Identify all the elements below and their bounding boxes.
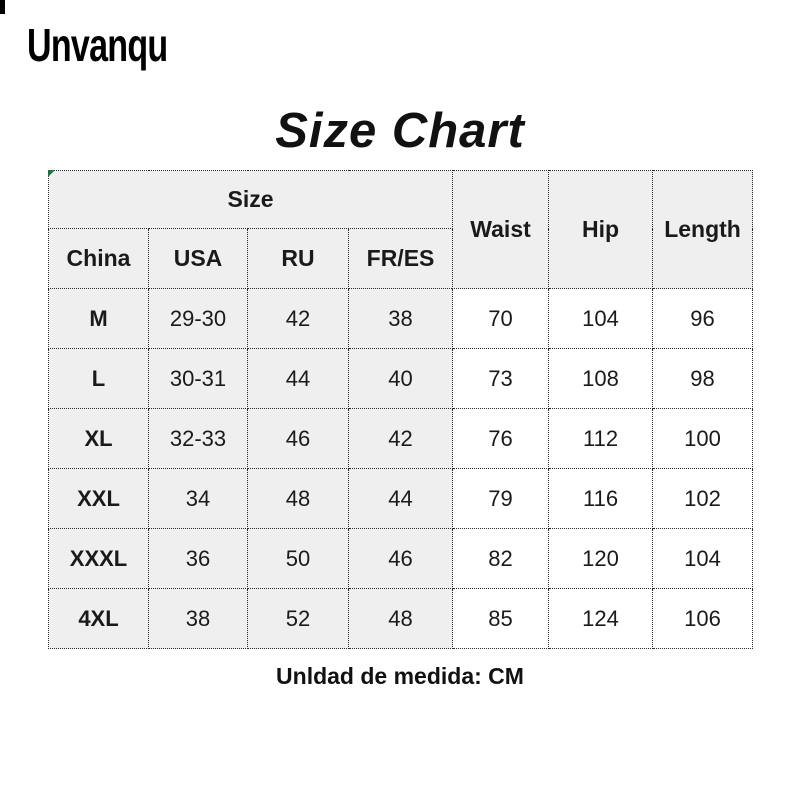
table-row-xxxl (49, 529, 753, 589)
cell-usa: 38 (149, 589, 248, 649)
column-header-hip: Hip (549, 171, 653, 289)
cell-usa: 32-33 (149, 409, 248, 469)
cell-ru: 50 (248, 529, 349, 589)
cell-length: 102 (653, 469, 753, 529)
column-header-ru: RU (248, 229, 349, 289)
cell-size-label: M (49, 289, 149, 349)
column-header-china: China (49, 229, 149, 289)
table-row-4xl (49, 589, 753, 649)
cell-waist: 79 (453, 469, 549, 529)
table-row-l (49, 349, 753, 409)
corner-artifact (0, 0, 5, 14)
cell-ru: 44 (248, 349, 349, 409)
cell-usa: 29-30 (149, 289, 248, 349)
table-row-xl (49, 409, 753, 469)
cell-fres: 38 (349, 289, 453, 349)
cell-ru: 48 (248, 469, 349, 529)
cell-waist: 85 (453, 589, 549, 649)
cell-ru: 46 (248, 409, 349, 469)
cell-waist: 70 (453, 289, 549, 349)
cell-waist: 73 (453, 349, 549, 409)
table-row-m (49, 289, 753, 349)
cell-size-label: 4XL (49, 589, 149, 649)
cell-fres: 44 (349, 469, 453, 529)
cell-fres: 42 (349, 409, 453, 469)
cell-size-label: XXL (49, 469, 149, 529)
cell-ru: 52 (248, 589, 349, 649)
cell-length: 100 (653, 409, 753, 469)
size-chart-table-wrap (48, 170, 752, 649)
spreadsheet-corner-marker-icon (48, 170, 55, 177)
column-header-length: Length (653, 171, 753, 289)
cell-ru: 42 (248, 289, 349, 349)
cell-fres: 48 (349, 589, 453, 649)
cell-length: 106 (653, 589, 753, 649)
cell-usa: 30-31 (149, 349, 248, 409)
cell-hip: 116 (549, 469, 653, 529)
cell-size-label: XXXL (49, 529, 149, 589)
cell-hip: 124 (549, 589, 653, 649)
cell-hip: 112 (549, 409, 653, 469)
column-header-usa: USA (149, 229, 248, 289)
size-group-header: Size (49, 171, 453, 229)
column-header-fres: FR/ES (349, 229, 453, 289)
cell-length: 104 (653, 529, 753, 589)
brand-logo: Unvanqu (27, 19, 168, 71)
column-header-waist: Waist (453, 171, 549, 289)
cell-fres: 46 (349, 529, 453, 589)
page-title: Size Chart (275, 104, 525, 158)
table-row-xxl (49, 469, 753, 529)
cell-hip: 104 (549, 289, 653, 349)
cell-size-label: XL (49, 409, 149, 469)
cell-usa: 34 (149, 469, 248, 529)
size-chart-table (48, 170, 753, 649)
cell-hip: 120 (549, 529, 653, 589)
cell-waist: 76 (453, 409, 549, 469)
cell-usa: 36 (149, 529, 248, 589)
cell-length: 96 (653, 289, 753, 349)
cell-fres: 40 (349, 349, 453, 409)
unit-note: Unldad de medida: CM (276, 663, 524, 689)
cell-waist: 82 (453, 529, 549, 589)
cell-hip: 108 (549, 349, 653, 409)
cell-size-label: L (49, 349, 149, 409)
cell-length: 98 (653, 349, 753, 409)
header-row-group (49, 171, 753, 229)
